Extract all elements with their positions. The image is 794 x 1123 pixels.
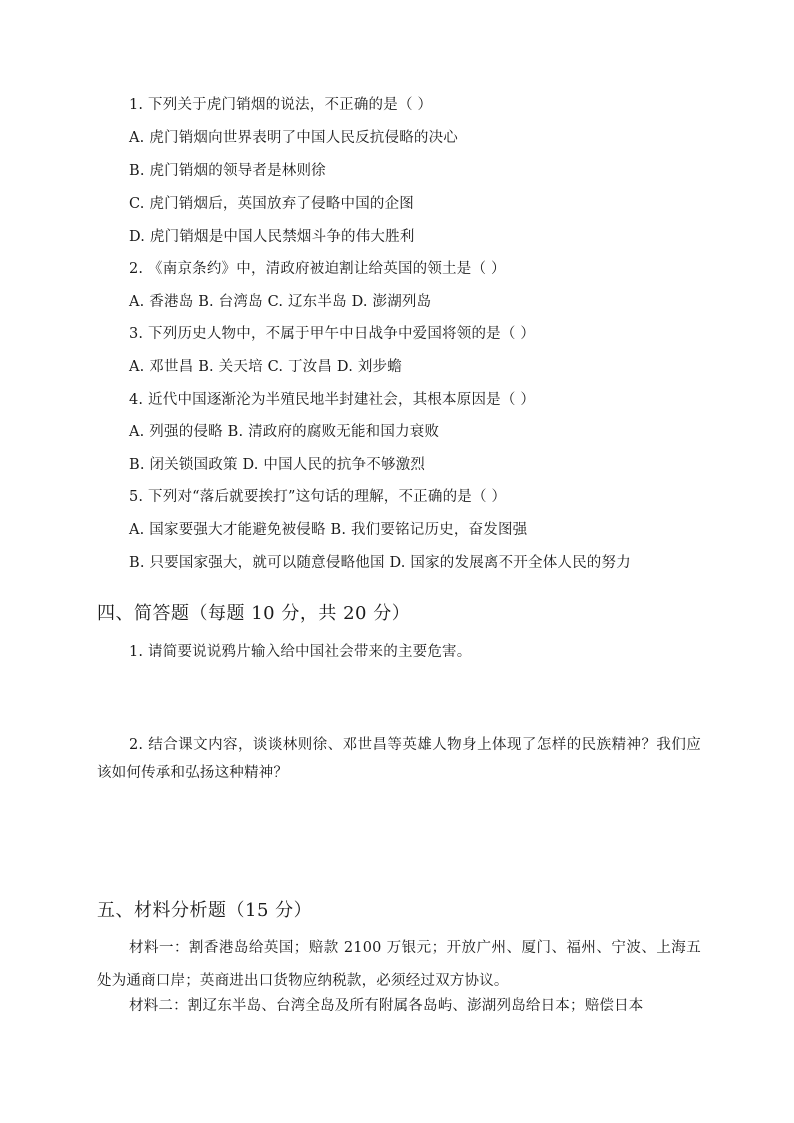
question-5-options-line-2: B. 只要国家强大，就可以随意侵略他国 D. 国家的发展离不开全体人民的努力: [129, 555, 631, 571]
question-1-stem: 1. 下列关于虎门销烟的说法，不正确的是（ ）: [129, 97, 433, 113]
question-1-option-d: D. 虎门销烟是中国人民禁烟斗争的伟大胜利: [129, 229, 415, 245]
short-answer-question-2: 2. 结合课文内容，谈谈林则徐、邓世昌等英雄人物身上体现了怎样的民族精神？我们应该如何传承和弘扬这种精神？: [97, 737, 701, 781]
question-3-options: A. 邓世昌 B. 关天培 C. 丁汝昌 D. 刘步蟾: [129, 359, 402, 375]
question-5-options-line-1: A. 国家要强大才能避免被侵略 B. 我们要铭记历史，奋发图强: [129, 522, 528, 538]
material-2: 材料二：割辽东半岛、台湾全岛及所有附属各岛屿、澎湖列岛给日本；赔偿日本: [129, 998, 644, 1014]
question-2-options: A. 香港岛 B. 台湾岛 C. 辽东半岛 D. 澎湖列岛: [129, 294, 432, 310]
question-4-options-line-1: A. 列强的侵略 B. 清政府的腐败无能和国力衰败: [129, 424, 440, 440]
material-1: 材料一：割香港岛给英国；赔款 2100 万银元；开放广州、厦门、福州、宁波、上海五处为通商口岸；英商进出口货物应纳税款，必须经过双方协议。: [97, 940, 701, 989]
section-5-heading: 五、材料分析题（15 分）: [97, 900, 313, 921]
question-2-stem: 2. 《南京条约》中，清政府被迫割让给英国的领土是（ ）: [129, 261, 506, 277]
question-3-stem: 3. 下列历史人物中，不属于甲午中日战争中爱国将领的是（ ）: [129, 326, 536, 342]
short-answer-question-1: 1. 请简要说说鸦片输入给中国社会带来的主要危害。: [129, 644, 472, 660]
section-4-heading: 四、简答题（每题 10 分，共 20 分）: [97, 603, 411, 624]
question-4-options-line-2: B. 闭关锁国政策 D. 中国人民的抗争不够激烈: [129, 457, 426, 473]
question-1-option-b: B. 虎门销烟的领导者是林则徐: [129, 163, 326, 179]
question-1-option-a: A. 虎门销烟向世界表明了中国人民反抗侵略的决心: [129, 130, 458, 146]
question-1-option-c: C. 虎门销烟后，英国放弃了侵略中国的企图: [129, 196, 414, 212]
question-5-stem: 5. 下列对“落后就要挨打”这句话的理解，不正确的是（ ）: [129, 489, 507, 505]
question-4-stem: 4. 近代中国逐渐沦为半殖民地半封建社会，其根本原因是（ ）: [129, 392, 536, 408]
